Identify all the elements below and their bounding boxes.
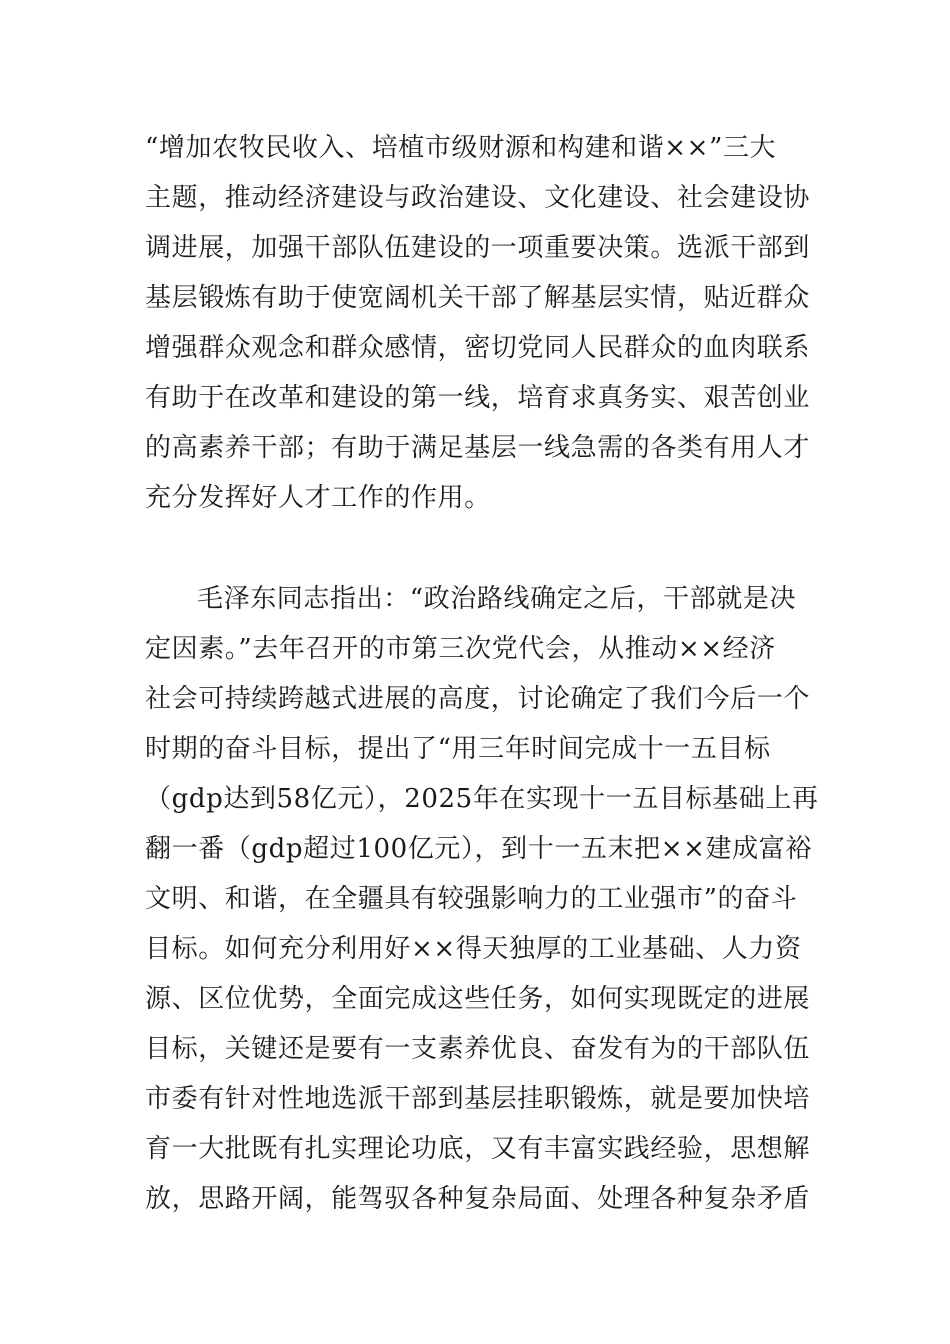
text-line: 有助于在改革和建设的第一线，培育求真务实、艰苦创业 xyxy=(145,383,811,413)
text-line: 市委有针对性地选派干部到基层挂职锻炼，就是要加快培 xyxy=(145,1084,811,1114)
text-line: 源、区位优势，全面完成这些任务，如何实现既定的进展 xyxy=(145,984,811,1014)
text-line: 目标。如何充分利用好××得天独厚的工业基础、人力资 xyxy=(145,934,802,964)
text-line: 社会可持续跨越式进展的高度，讨论确定了我们今后一个 xyxy=(145,684,811,714)
text-line: 文明、和谐，在全疆具有较强影响力的工业强市”的奋斗 xyxy=(145,884,798,914)
text-line: “增加农牧民收入、培植市级财源和构建和谐××”三大 xyxy=(145,133,777,163)
text-line: 的高素养干部；有助于满足基层一线急需的各类有用人才 xyxy=(145,433,811,463)
text-line: （gdp达到58亿元），2025年在实现十一五目标基础上再 xyxy=(145,784,819,814)
text-line: 育一大批既有扎实理论功底，又有丰富实践经验，思想解 xyxy=(145,1134,811,1164)
text-line: 定因素。”去年召开的市第三次党代会，从推动××经济 xyxy=(145,634,776,664)
text-line: 时期的奋斗目标，提出了“用三年时间完成十一五目标 xyxy=(145,734,771,764)
text-line: 调进展，加强干部队伍建设的一项重要决策。选派干部到 xyxy=(145,233,811,263)
text-line: 毛泽东同志指出：“政治路线确定之后，干部就是决 xyxy=(197,584,797,614)
text-line: 翻一番（gdp超过100亿元），到十一五末把××建成富裕 xyxy=(145,834,812,864)
text-line: 主题，推动经济建设与政治建设、文化建设、社会建设协 xyxy=(145,183,811,213)
text-line: 放，思路开阔，能驾驭各种复杂局面、处理各种复杂矛盾 xyxy=(145,1184,811,1214)
text-line: 增强群众观念和群众感情，密切党同人民群众的血肉联系 xyxy=(145,333,811,363)
text-line: 充分发挥好人才工作的作用。 xyxy=(145,483,491,513)
text-line: 目标，关键还是要有一支素养优良、奋发有为的干部队伍 xyxy=(145,1034,811,1064)
text-line: 基层锻炼有助于使宽阔机关干部了解基层实情，贴近群众 xyxy=(145,283,811,313)
